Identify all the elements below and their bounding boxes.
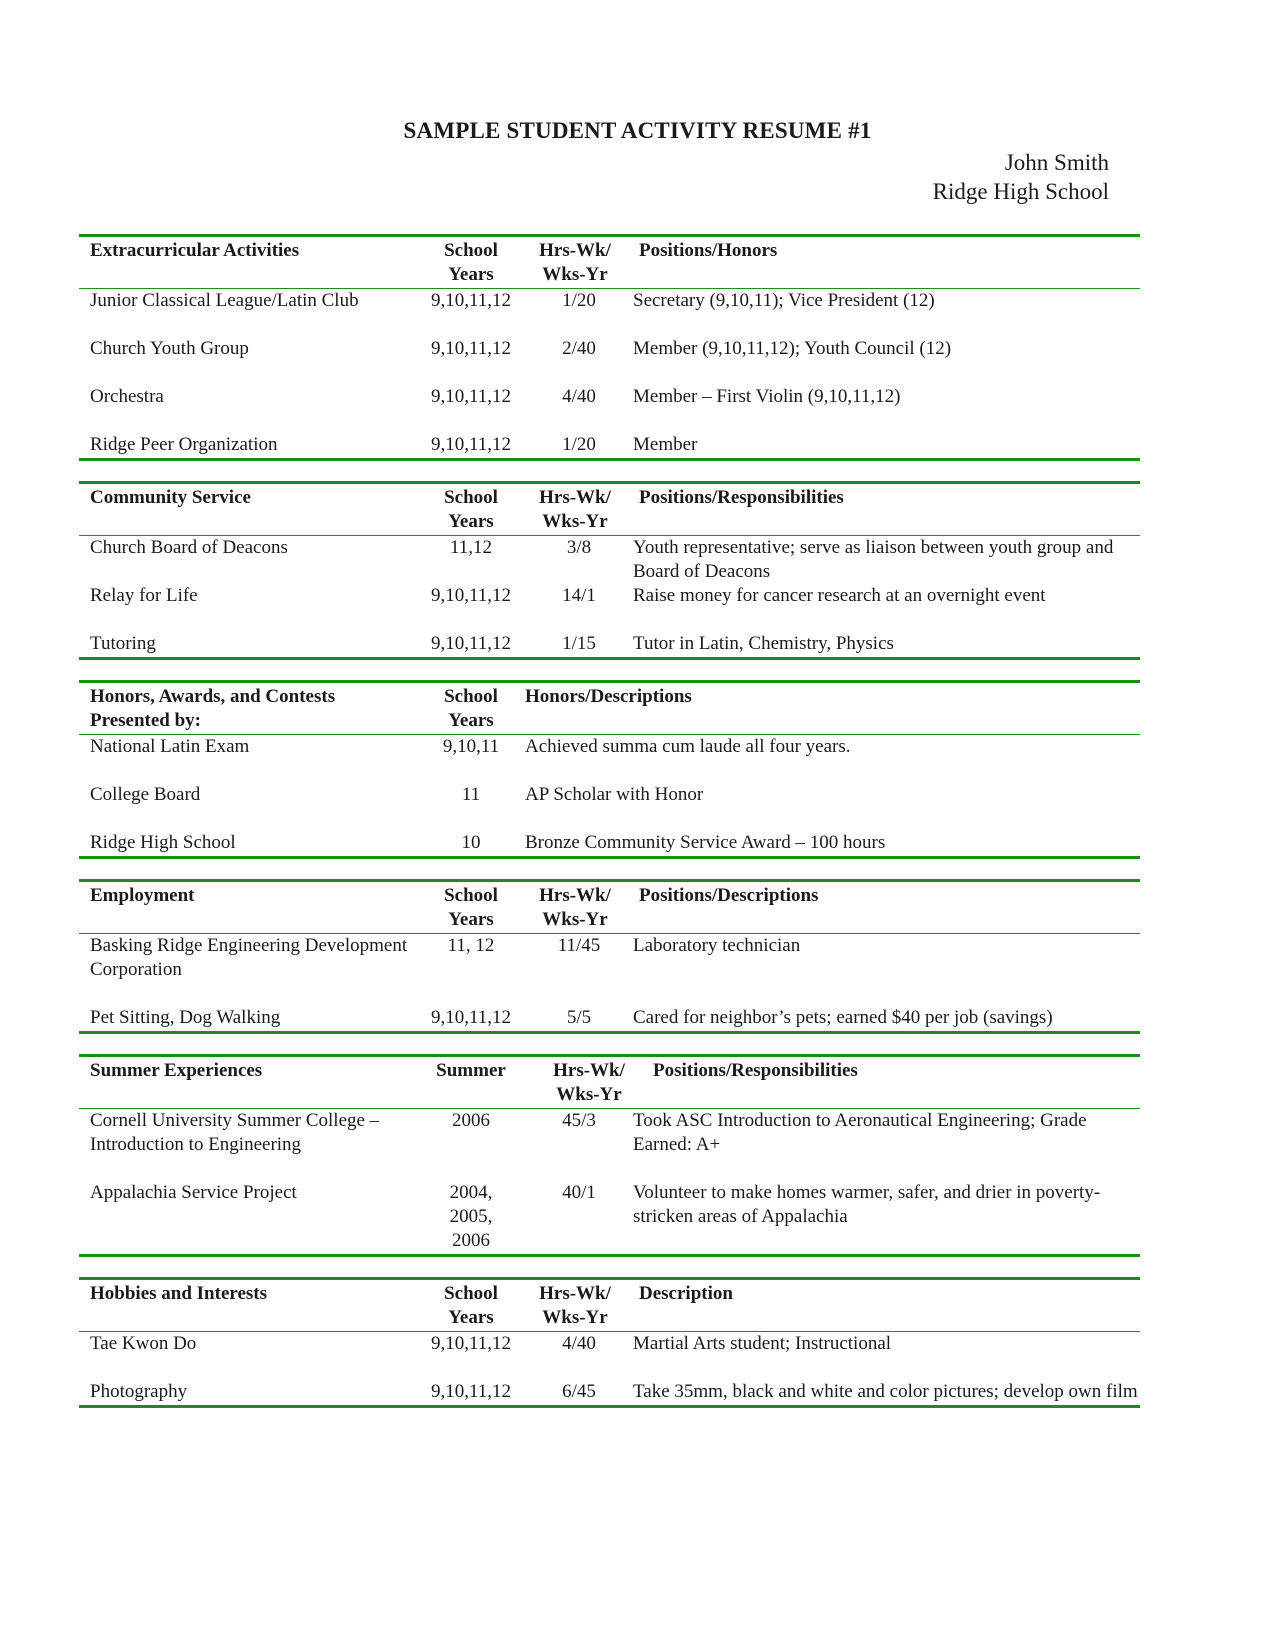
header-category: Employment xyxy=(90,885,195,906)
hours-weeks: 45/3 xyxy=(562,1110,596,1131)
table-row xyxy=(79,934,1140,1006)
school-years: 9,10,11,12 xyxy=(430,1333,512,1354)
school-years: 11 xyxy=(461,784,481,805)
header-years: School Years xyxy=(444,686,498,731)
header-hours: Hrs-Wk/ Wks-Yr xyxy=(539,487,611,532)
school-years: 11,12 xyxy=(449,537,493,558)
responsibilities: Raise money for cancer research at an overnight event xyxy=(633,585,1046,606)
school-years: 9,10,11,12 xyxy=(430,290,512,311)
school-years: 9,10,11,12 xyxy=(430,434,512,455)
header-years: School Years xyxy=(444,487,498,532)
table-row xyxy=(79,1380,1140,1405)
table-row xyxy=(79,536,1140,584)
school-years: 9,10,11,12 xyxy=(430,386,512,407)
hobby-description: Take 35mm, black and white and color pictures; develop own film xyxy=(633,1381,1138,1402)
header-hours: Hrs-Wk/ Wks-Yr xyxy=(539,240,611,285)
table-row xyxy=(79,289,1140,337)
student-info xyxy=(933,148,1109,206)
header-hours: Hrs-Wk/ Wks-Yr xyxy=(539,885,611,930)
header-positions: Positions/Responsibilities xyxy=(653,1060,858,1081)
table-row xyxy=(79,783,1140,831)
section-header xyxy=(79,1280,1140,1332)
table-row xyxy=(79,1332,1140,1380)
section-header xyxy=(79,882,1140,934)
table-row xyxy=(79,1181,1140,1254)
responsibilities: Took ASC Introduction to Aeronautical Engineering; Grade Earned: A+ xyxy=(633,1110,1087,1155)
section-extracurricular xyxy=(79,234,1140,461)
header-positions: Positions/Honors xyxy=(639,240,778,261)
hours-weeks: 1/20 xyxy=(562,290,596,311)
program-name: Appalachia Service Project xyxy=(90,1182,297,1203)
hours-weeks: 6/45 xyxy=(562,1381,596,1402)
positions: Member xyxy=(633,434,698,455)
hobby-name: Tae Kwon Do xyxy=(90,1333,197,1354)
section-employment xyxy=(79,879,1140,1034)
header-hours: Hrs-Wk/ Wks-Yr xyxy=(539,1283,611,1328)
positions: Member (9,10,11,12); Youth Council (12) xyxy=(633,338,952,359)
hours-weeks: 40/1 xyxy=(562,1182,596,1203)
hours-weeks: 14/1 xyxy=(562,585,596,606)
page-title: SAMPLE STUDENT ACTIVITY RESUME #1 xyxy=(403,118,872,143)
resume-sections xyxy=(79,234,1140,1428)
honor-description: AP Scholar with Honor xyxy=(525,784,704,805)
header-category: Hobbies and Interests xyxy=(90,1283,268,1304)
section-hobbies xyxy=(79,1277,1140,1408)
school-years: 9,10,11,12 xyxy=(430,633,512,654)
honor-description: Bronze Community Service Award – 100 hours xyxy=(525,832,886,853)
student-name: John Smith xyxy=(1004,150,1109,175)
presenter-name: Ridge High School xyxy=(90,832,236,853)
presenter-name: College Board xyxy=(90,784,201,805)
section-community-service xyxy=(79,481,1140,660)
table-row xyxy=(79,735,1140,783)
responsibilities: Volunteer to make homes warmer, safer, and drier in poverty-stricken areas of Appalachia xyxy=(633,1182,1101,1227)
activity-name: Ridge Peer Organization xyxy=(90,434,278,455)
school-years: 9,10,11,12 xyxy=(430,338,512,359)
header-positions: Positions/Descriptions xyxy=(639,885,819,906)
activity-name: Tutoring xyxy=(90,633,156,654)
table-row xyxy=(79,632,1140,657)
header-summer: Summer xyxy=(436,1060,506,1081)
hours-weeks: 1/15 xyxy=(562,633,596,654)
honor-description: Achieved summa cum laude all four years. xyxy=(525,736,851,757)
section-header xyxy=(79,683,1140,735)
school-years: 11, 12 xyxy=(447,935,495,956)
school-years: 9,10,11,12 xyxy=(430,1007,512,1028)
table-row xyxy=(79,385,1140,433)
hours-weeks: 4/40 xyxy=(562,386,596,407)
table-row xyxy=(79,433,1140,458)
school-years: 9,10,11 xyxy=(442,736,500,757)
header-category: Honors, Awards, and Contests Presented by: xyxy=(90,686,336,731)
program-name: Cornell University Summer College – Introduction to Engineering xyxy=(90,1110,380,1155)
table-row xyxy=(79,584,1140,632)
hours-weeks: 2/40 xyxy=(562,338,596,359)
position-description: Cared for neighbor’s pets; earned $40 per job (savings) xyxy=(633,1007,1053,1028)
position-description: Laboratory technician xyxy=(633,935,801,956)
summer-year: 2004, 2005, 2006 xyxy=(449,1182,493,1251)
table-row xyxy=(79,337,1140,385)
header-descriptions: Honors/Descriptions xyxy=(525,686,692,707)
school-years: 9,10,11,12 xyxy=(430,585,512,606)
positions: Member – First Violin (9,10,11,12) xyxy=(633,386,901,407)
school-years: 10 xyxy=(461,832,481,853)
header-category: Extracurricular Activities xyxy=(90,240,300,261)
responsibilities: Youth representative; serve as liaison between youth group and Board of Deacons xyxy=(633,537,1114,582)
table-row xyxy=(79,1006,1140,1031)
header-years: School Years xyxy=(444,885,498,930)
employer-name: Pet Sitting, Dog Walking xyxy=(90,1007,281,1028)
student-school: Ridge High School xyxy=(932,179,1109,204)
school-years: 9,10,11,12 xyxy=(430,1381,512,1402)
activity-name: Orchestra xyxy=(90,386,164,407)
activity-name: Relay for Life xyxy=(90,585,198,606)
section-header xyxy=(79,484,1140,536)
table-row xyxy=(79,1109,1140,1181)
summer-year: 2006 xyxy=(452,1110,490,1131)
header-years: School Years xyxy=(444,240,498,285)
activity-name: Church Board of Deacons xyxy=(90,537,288,558)
hobby-description: Martial Arts student; Instructional xyxy=(633,1333,892,1354)
section-header xyxy=(79,1057,1140,1109)
header-description: Description xyxy=(639,1283,733,1304)
header-years: School Years xyxy=(444,1283,498,1328)
hours-weeks: 11/45 xyxy=(557,935,601,956)
activity-name: Junior Classical League/Latin Club xyxy=(90,290,359,311)
hours-weeks: 3/8 xyxy=(566,537,592,558)
hours-weeks: 5/5 xyxy=(566,1007,592,1028)
header-hours: Hrs-Wk/ Wks-Yr xyxy=(553,1060,625,1105)
section-honors xyxy=(79,680,1140,859)
section-summer xyxy=(79,1054,1140,1257)
table-row xyxy=(79,831,1140,856)
hobby-name: Photography xyxy=(90,1381,188,1402)
hours-weeks: 4/40 xyxy=(562,1333,596,1354)
presenter-name: National Latin Exam xyxy=(90,736,250,757)
section-header xyxy=(79,237,1140,289)
responsibilities: Tutor in Latin, Chemistry, Physics xyxy=(633,633,894,654)
positions: Secretary (9,10,11); Vice President (12) xyxy=(633,290,935,311)
header-positions: Positions/Responsibilities xyxy=(639,487,844,508)
employer-name: Basking Ridge Engineering Development Corporation xyxy=(90,935,408,980)
hours-weeks: 1/20 xyxy=(562,434,596,455)
header-category: Summer Experiences xyxy=(90,1060,263,1081)
activity-name: Church Youth Group xyxy=(90,338,249,359)
header-category: Community Service xyxy=(90,487,251,508)
